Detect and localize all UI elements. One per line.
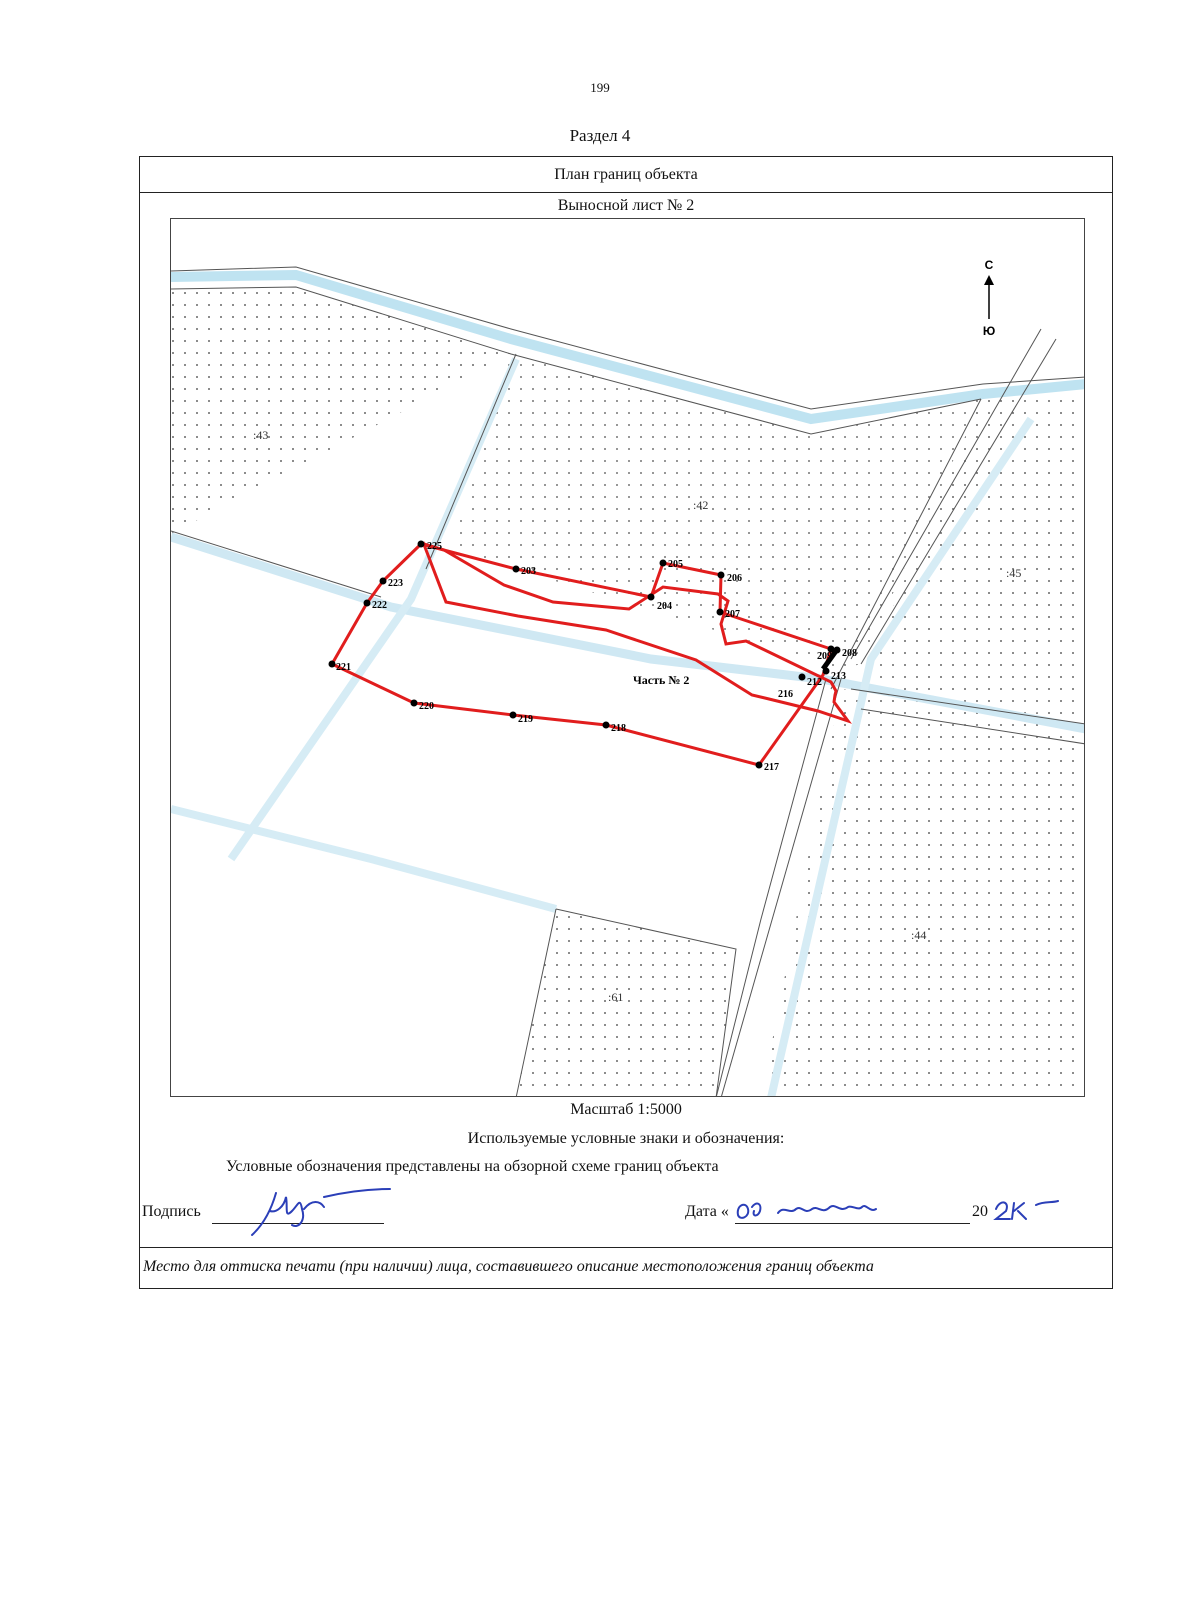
label-point-225: 225: [427, 541, 442, 552]
label-point-206: 206: [727, 573, 742, 584]
boundary-map: [170, 218, 1085, 1097]
stamp-row: [140, 1247, 1112, 1288]
point-206: [718, 572, 725, 579]
point-207: [717, 609, 724, 616]
label-point-207: 207: [725, 609, 740, 620]
label-point-217: 217: [764, 762, 779, 773]
signature-label: Подпись: [142, 1203, 201, 1220]
legend-text: Условные обозначения представлены на обзорной схеме границ объекта: [226, 1158, 719, 1175]
label-point-203: 203: [521, 566, 536, 577]
label-point-218: 218: [611, 723, 626, 734]
label-point-223: 223: [388, 578, 403, 589]
point-203: [513, 566, 520, 573]
label-point-220: 220: [419, 701, 434, 712]
south-label: Ю: [982, 324, 996, 338]
label-point-213: 213: [831, 671, 846, 682]
page-number: 199: [590, 80, 610, 95]
road-lower: [171, 809, 556, 909]
label-point-209: 209: [817, 651, 832, 662]
point-208: [834, 647, 841, 654]
label-point-205: 205: [668, 559, 683, 570]
parcel-61-area: [516, 909, 736, 1097]
point-221: [329, 661, 336, 668]
stamp-text: Место для оттиска печати (при наличии) лица, составившего описание местоположения границ объекта: [143, 1258, 874, 1275]
date-label: Дата «: [685, 1203, 729, 1220]
point-213: [823, 668, 830, 675]
parcel-label-43: :43: [253, 428, 269, 442]
point-223: [380, 578, 387, 585]
point-204: [648, 594, 655, 601]
point-212: [799, 674, 806, 681]
map-svg: [171, 219, 1085, 1097]
map-scale: Масштаб 1:5000: [570, 1101, 682, 1118]
signature-row: [140, 1193, 1112, 1233]
label-point-219: 219: [518, 714, 533, 725]
frame-header-title: План границ объекта: [140, 157, 1112, 193]
point-225: [418, 541, 425, 548]
label-point-222: 222: [372, 600, 387, 611]
point-222: [364, 600, 371, 607]
point-217: [756, 762, 763, 769]
section-title: Раздел 4: [569, 126, 631, 145]
point-220: [411, 700, 418, 707]
point-218: [603, 722, 610, 729]
label-point-208: 208: [842, 648, 857, 659]
parcel-label-45: :45: [1006, 566, 1022, 580]
part-label: Часть № 2: [633, 673, 690, 687]
label-point-212: 212: [807, 677, 822, 688]
parcel-label-42: :42: [693, 498, 709, 512]
label-point-204: 204: [657, 601, 672, 612]
parcel-44-area: [761, 689, 1085, 1097]
label-point-221: 221: [336, 662, 351, 673]
parcel-label-44: :44: [911, 928, 927, 942]
sheet-title: Выносной лист № 2: [557, 197, 695, 214]
handwritten-year-icon: [992, 1195, 1082, 1225]
parcel-label-61: :61: [608, 990, 624, 1004]
date-year-prefix: 20: [972, 1203, 988, 1220]
parcel-line-center: [171, 531, 381, 597]
point-205: [660, 560, 667, 567]
label-point-216: 216: [778, 689, 793, 700]
document-frame: [139, 156, 1113, 1289]
north-arrow-icon: [983, 258, 995, 338]
legend-heading: Используемые условные знаки и обозначения:: [467, 1130, 785, 1147]
point-219: [510, 712, 517, 719]
north-label: С: [984, 258, 994, 272]
handwritten-date-icon: [732, 1193, 902, 1229]
handwritten-signature-icon: [240, 1185, 400, 1241]
